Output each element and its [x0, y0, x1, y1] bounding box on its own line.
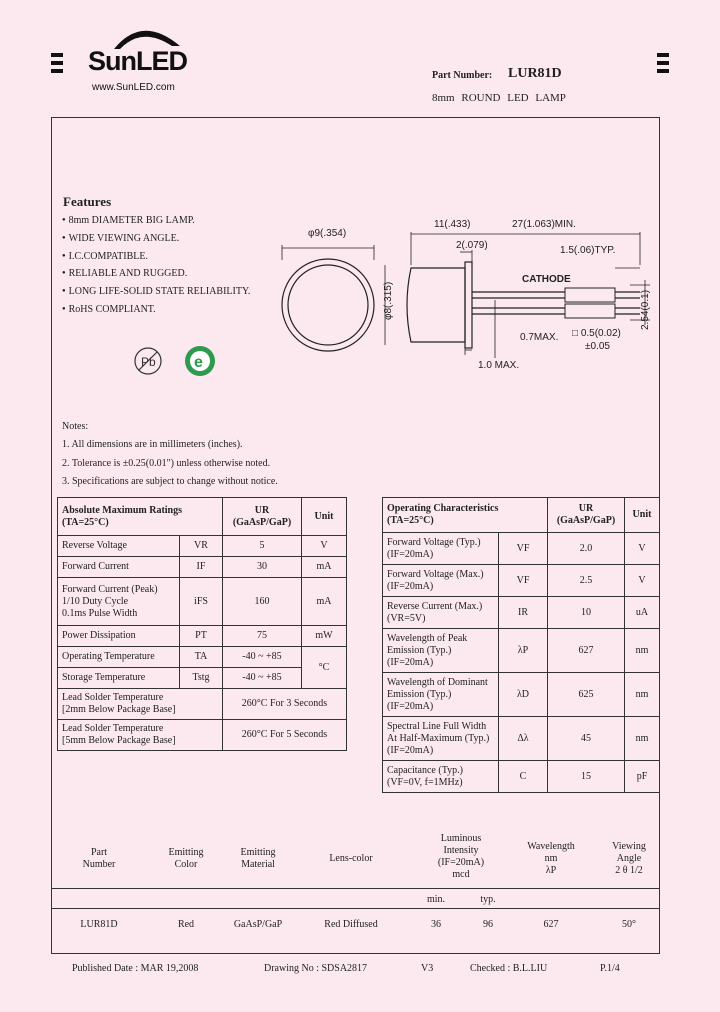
col-emitting-color: Emitting Color — [168, 847, 204, 870]
col-min: min. — [426, 894, 446, 905]
part-number: LUR81D — [508, 66, 562, 81]
table-row: Wavelength of Peak Emission (Typ.) (IF=20mA) λP 627 nm — [383, 629, 660, 673]
part-number-label: Part Number: — [432, 70, 493, 81]
page-number: P.1/4 — [600, 963, 620, 974]
version: V3 — [421, 963, 434, 974]
svg-text:Pb: Pb — [141, 355, 156, 369]
brand-logo[interactable]: SunLED — [88, 46, 187, 76]
table-row: Forward Voltage (Typ.) (IF=20mA) VF 2.0 V — [383, 533, 660, 565]
notes-block — [62, 418, 278, 492]
features-title: Features — [63, 194, 112, 209]
published-date: Published Date : MAR 19,2008 — [72, 963, 199, 974]
op-char-col-unit: Unit — [625, 498, 660, 533]
feature-item: ● LONG LIFE-SOLID STATE RELIABILITY. — [62, 283, 250, 301]
feature-item: ● WIDE VIEWING ANGLE. — [62, 230, 250, 248]
side-mark-left-1 — [51, 53, 63, 57]
notes-title: Notes: — [62, 421, 89, 432]
table-row: Reverse Voltage VR 5 V — [58, 536, 347, 557]
dim-lead-length: 27(1.063)MIN. — [512, 219, 576, 230]
table-row: Forward Voltage (Max.) (IF=20mA) VF 2.5 V — [383, 565, 660, 597]
feature-item: ● 8mm DIAMETER BIG LAMP. — [62, 212, 250, 230]
table-row: Lead Solder Temperature [2mm Below Package Base] 260°C For 3 Seconds — [58, 689, 347, 720]
side-mark-left-2 — [51, 61, 63, 65]
abs-max-title: Absolute Maximum Ratings (TA=25°C) — [58, 498, 223, 536]
cathode-label: CATHODE — [522, 274, 571, 285]
rohs-e-icon — [183, 344, 217, 378]
col-emitting-material: Emitting Material — [240, 847, 276, 870]
feature-item: ● I.C.COMPATIBLE. — [62, 248, 250, 266]
pb-free-icon — [133, 346, 163, 376]
svg-text:e: e — [194, 354, 203, 371]
drawing-number: Drawing No : SDSA2817 — [264, 963, 368, 974]
row-intensity-typ: 96 — [483, 919, 493, 930]
doc-subtitle: 8mm ROUND LED LAMP — [432, 92, 566, 104]
table-row: Lead Solder Temperature [5mm Below Package Base] 260°C For 5 Seconds — [58, 720, 347, 751]
col-luminous-intensity: Luminous Intensity (IF=20mA) mcd — [437, 833, 485, 880]
side-mark-right-2 — [657, 61, 669, 65]
feature-list — [62, 212, 250, 319]
dim-lead-tolerance: ±0.05 — [585, 341, 610, 352]
table-row: Operating Temperature TA -40 ~ +85 °C — [58, 647, 347, 668]
table-row: Reverse Current (Max.) (VR=5V) IR 10 uA — [383, 597, 660, 629]
side-mark-left-3 — [51, 69, 63, 73]
note-item: 1. All dimensions are in millimeters (inches). — [62, 439, 243, 451]
table-divider — [51, 888, 660, 889]
table-row: Forward Current IF 30 mA — [58, 557, 347, 578]
table-divider — [51, 908, 660, 909]
dim-lead-spacing: 2.54(0.1) — [640, 289, 651, 330]
abs-max-table — [57, 497, 347, 751]
selection-table — [51, 830, 660, 940]
op-char-table — [382, 497, 660, 793]
table-row: Forward Current (Peak) 1/10 Duty Cycle 0.1ms Pulse Width iFS 160 mA — [58, 578, 347, 626]
row-part-number: LUR81D — [80, 919, 118, 930]
side-mark-right-1 — [657, 53, 669, 57]
dim-flange: 2(.079) — [456, 240, 488, 251]
checked-by: Checked : B.L.LIU — [470, 963, 548, 974]
abs-max-col-unit: Unit — [302, 498, 347, 536]
row-viewing-angle: 50° — [622, 919, 636, 930]
table-row: Power Dissipation PT 75 mW — [58, 626, 347, 647]
col-typ: typ. — [480, 894, 496, 905]
row-emitting-material: GaAsP/GaP — [233, 919, 283, 930]
abs-max-col-ur: UR (GaAsP/GaP) — [223, 498, 302, 536]
note-item: 3. Specifications are subject to change without notice. — [62, 476, 278, 488]
row-lens-color: Red Diffused — [324, 919, 378, 930]
table-row: Wavelength of Dominant Emission (Typ.) (IF=20mA) λD 625 nm — [383, 673, 660, 717]
note-item: 2. Tolerance is ±0.25(0.01") unless otherwise noted. — [62, 457, 271, 469]
row-intensity-min: 36 — [431, 919, 441, 930]
table-row: Capacitance (Typ.) (VF=0V, f=1MHz) C 15 pF — [383, 761, 660, 793]
table-row: Storage Temperature Tstg -40 ~ +85 — [58, 668, 347, 689]
col-viewing-angle: Viewing Angle 2 θ 1/2 — [612, 841, 646, 876]
side-mark-right-3 — [657, 69, 669, 73]
dim-lead-square: □ 0.5(0.02) — [572, 328, 621, 339]
row-wavelength: 627 — [543, 919, 559, 930]
col-lens-color: Lens-color — [329, 853, 373, 864]
feature-item: ● RELIABLE AND RUGGED. — [62, 265, 250, 283]
dim-diameter-side: φ8(.315) — [383, 281, 394, 320]
row-emitting-color: Red — [177, 919, 195, 930]
op-char-title: Operating Characteristics (TA=25°C) — [383, 498, 548, 533]
feature-item: ● RoHS COMPLIANT. — [62, 301, 250, 319]
website-link[interactable]: www.SunLED.com — [92, 82, 175, 93]
table-row: Spectral Line Full Width At Half-Maximum (Typ.) (IF=20mA) Δλ 45 nm — [383, 717, 660, 761]
dim-lead-bend: 1.5(.06)TYP. — [560, 245, 616, 256]
col-part-number: Part Number — [82, 847, 116, 870]
op-char-col-ur: UR (GaAsP/GaP) — [548, 498, 625, 533]
dim-length-total: 11(.433) — [434, 219, 471, 230]
dim-max-10: 1.0 MAX. — [478, 360, 520, 371]
dim-max-07: 0.7MAX. — [520, 332, 559, 343]
dim-diameter-top: φ9(.354) — [308, 228, 347, 239]
col-wavelength: Wavelength nm λP — [527, 841, 575, 876]
